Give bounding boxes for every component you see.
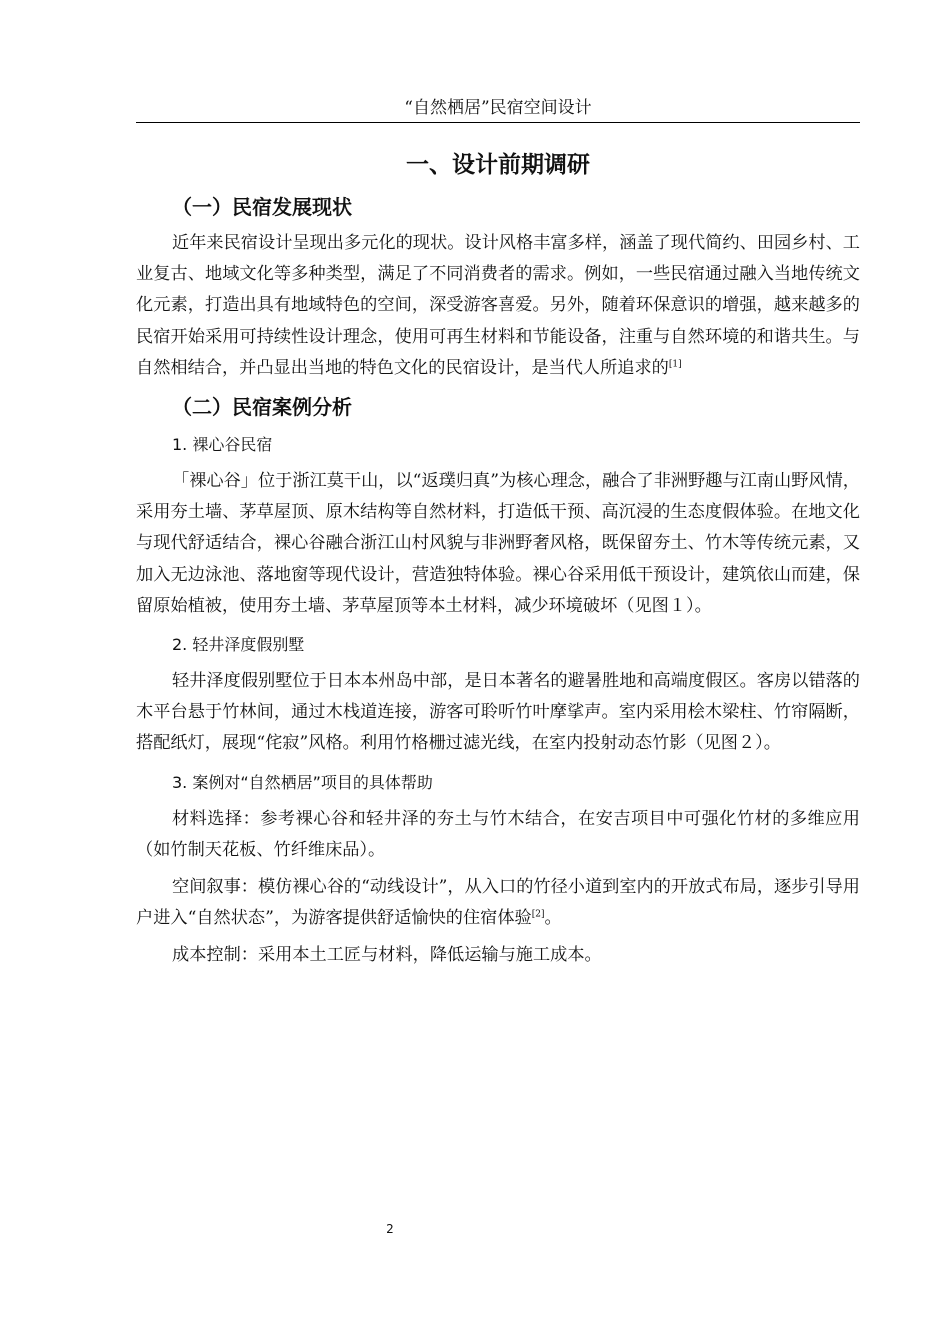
running-header: “自然栖居”民宿空间设计 xyxy=(136,93,860,123)
citation-2: [2] xyxy=(531,909,545,920)
section-title-cases: （二）民宿案例分析 xyxy=(172,395,352,420)
chapter-title: 一、设计前期调研 xyxy=(406,152,590,178)
section-title-status: （一）民宿发展现状 xyxy=(172,195,352,219)
paragraph-status-text: 近年来民宿设计呈现出多元化的现状。设计风格丰富多样，涵盖了现代简约、田园乡村、工业复古、地域文化等多种类型，满足了不同消费者的需求。例如，一些民宿通过融入当地传统文化元素，打造出具有地域特色的空间，深受游客喜爱。另外，随着环保意识的增强，越来越多的民宿开始采用可持续性设计理念，使用可再生材料和节能设备，注重与自然环境的和谐共生。与自然相结合，并凸显出当地的特色文化的民宿设计，是当代人所追求的 xyxy=(136,233,860,378)
paragraph-karuizawa: 轻井泽度假别墅位于日本本州岛中部，是日本著名的避暑胜地和高端度假区。客房以错落的木平台悬于竹林间，通过木栈道连接，游客可聆听竹叶摩挲声。室内采用桧木梁柱、竹帘隔断，搭配纸灯，展现“侘寂”风格。利用竹格栅过滤光线，在室内投射动态竹影（见图２）。 xyxy=(136,671,860,754)
paragraph-narrative-end: 。 xyxy=(544,908,562,929)
case-title-karuizawa: 2. 轻井泽度假别墅 xyxy=(172,635,305,655)
case-title-luoxingu: 1. 裸心谷民宿 xyxy=(172,435,273,455)
paragraph-narrative xyxy=(136,872,860,934)
paragraph-status xyxy=(136,228,860,384)
case-title-help: 3. 案例对“自然栖居”项目的具体帮助 xyxy=(172,772,433,792)
paragraph-cost: 成本控制：采用本土工匠与材料，降低运输与施工成本。 xyxy=(172,945,602,966)
page-number: 2 xyxy=(386,1222,394,1236)
citation-1: [1] xyxy=(668,359,682,370)
paragraph-luoxingu: 「裸心谷」位于浙江莫干山，以“返璞归真”为核心理念，融合了非洲野趣与江南山野风情，采用夯土墙、茅草屋顶、原木结构等自然材料，打造低干预、高沉浸的生态度假体验。在地文化与现代舒适结合，裸心谷融合浙江山村风貌与非洲野奢风格，既保留夯土、竹木等传统元素，又加入无边泳池、落地窗等现代设计，营造独特体验。裸心谷采用低干预设计，建筑依山而建，保留原始植被，使用夯土墙、茅草屋顶等本土材料，减少环境破坏（见图１）。 xyxy=(136,471,860,616)
paragraph-narrative-text: 空间叙事：模仿裸心谷的“动线设计”，从入口的竹径小道到室内的开放式布局，逐步引导用户进入“自然状态”，为游客提供舒适愉快的住宿体验 xyxy=(136,877,860,929)
paragraph-materials: 材料选择：参考裸心谷和轻井泽的夯土与竹木结合，在安吉项目中可强化竹材的多维应用（如竹制天花板、竹纤维床品）。 xyxy=(136,808,860,860)
page-content xyxy=(136,148,860,972)
